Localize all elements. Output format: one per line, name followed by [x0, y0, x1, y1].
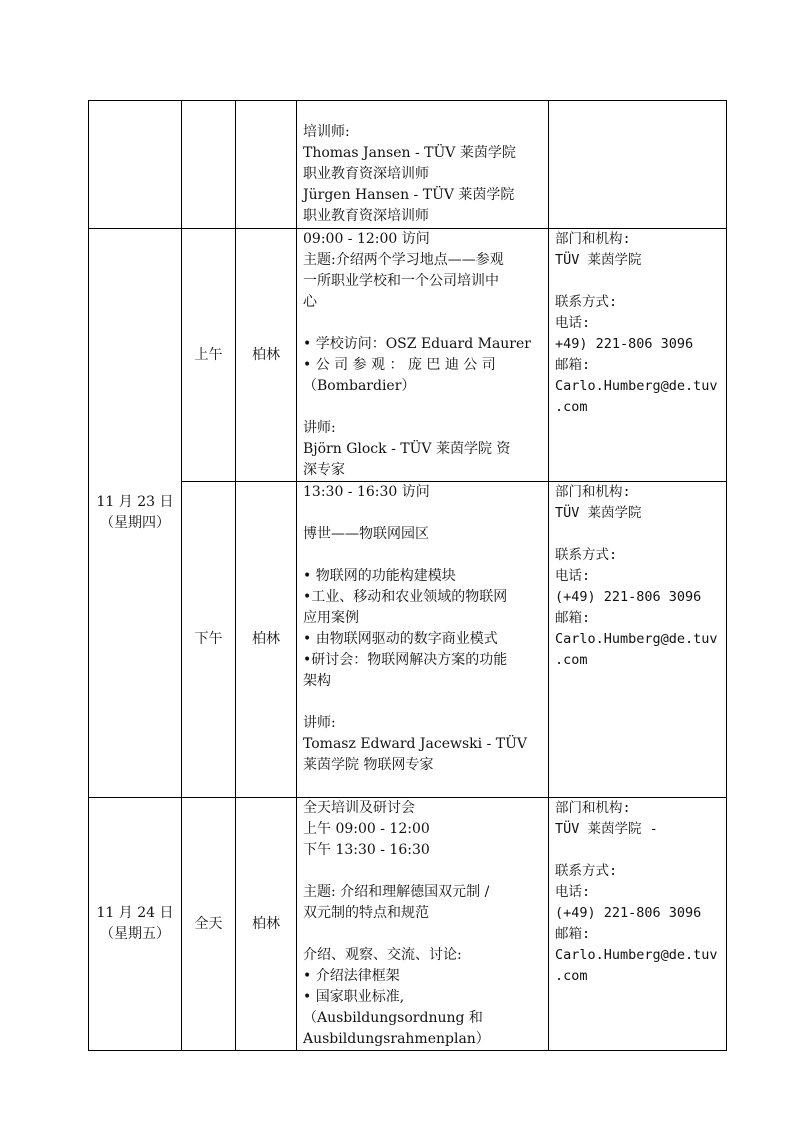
text-line: 邮箱:	[555, 926, 591, 942]
text-line: 13:30 - 16:30 访问	[303, 484, 430, 500]
text-line: 培训师:	[303, 124, 350, 140]
text-line: 主题: 介绍和理解德国双元制 /	[303, 884, 490, 900]
table-row	[89, 798, 727, 1051]
blank-line	[303, 545, 544, 566]
text-line: （Bombardier）	[303, 378, 416, 394]
text-line: • 公 司 参 观 ： 庞 巴 迪 公 司	[303, 357, 496, 373]
period-cell	[182, 229, 236, 482]
location-cell	[236, 229, 297, 482]
text-line: • 物联网的功能构建模块	[303, 568, 456, 584]
text-line: +49) 221-806 3096	[555, 336, 694, 352]
table-row	[89, 101, 727, 229]
text-line: 联系方式:	[555, 547, 618, 563]
date-text: 11 月 24 日	[96, 905, 174, 921]
blank-line	[303, 397, 544, 418]
text-line: 双元制的特点和规范	[303, 905, 429, 921]
text-line: Tomasz Edward Jacewski - TÜV	[303, 736, 528, 752]
blank-line	[555, 524, 722, 545]
period-text: 上午	[194, 346, 223, 363]
period-cell	[182, 482, 236, 798]
location-cell	[236, 482, 297, 798]
text-line: 部门和机构:	[555, 484, 631, 500]
content-cell	[297, 229, 549, 482]
contact-cell	[549, 101, 727, 229]
text-line: TÜV 莱茵学院 -	[555, 821, 658, 837]
text-line: 博世——物联网园区	[303, 526, 429, 542]
text-line: Jürgen Hansen - TÜV 莱茵学院	[303, 187, 515, 203]
blank-line	[555, 271, 722, 292]
text-line: 电话:	[555, 315, 591, 331]
location-text: 柏林	[252, 915, 280, 932]
period-text: 下午	[194, 631, 223, 647]
date-text: 11 月 23 日	[96, 494, 174, 510]
text-line: 09:00 - 12:00 访问	[303, 231, 430, 247]
text-line: 架构	[303, 673, 331, 689]
text-line: 联系方式:	[555, 863, 618, 879]
blank-line	[303, 503, 544, 524]
blank-line	[303, 861, 544, 882]
text-line: Ausbildungsrahmenplan）	[303, 1031, 490, 1047]
text-line: 部门和机构:	[555, 231, 631, 247]
date-cell	[89, 229, 182, 798]
text-line: 主题:介绍两个学习地点——参观	[303, 252, 504, 268]
period-text: 全天	[194, 915, 223, 932]
text-line: TÜV 莱茵学院	[555, 252, 642, 268]
text-line: 上午 09:00 - 12:00	[303, 821, 430, 837]
period-cell	[182, 101, 236, 229]
text-line: • 国家职业标准,	[303, 989, 405, 1005]
location-cell	[236, 798, 297, 1051]
text-line: 介绍、观察、交流、讨论:	[303, 947, 462, 963]
location-text: 柏林	[252, 631, 280, 647]
text-line: • 学校访问：OSZ Eduard Maurer	[303, 336, 531, 352]
contact-cell	[549, 482, 727, 798]
text-line: 部门和机构:	[555, 800, 631, 816]
text-line: （Ausbildungsordnung 和	[303, 1010, 483, 1026]
blank-line	[303, 313, 544, 334]
text-line: 邮箱:	[555, 610, 591, 626]
text-line: Carlo.Humberg@de.tuv	[555, 947, 718, 963]
text-line: .com	[555, 399, 588, 415]
table-row	[89, 482, 727, 798]
date-cell	[89, 101, 182, 229]
text-line: .com	[555, 652, 588, 668]
text-line: 讲师:	[303, 420, 336, 436]
text-line: • 由物联网驱动的数字商业模式	[303, 631, 498, 647]
blank-line	[555, 840, 722, 861]
text-line: 心	[303, 294, 317, 310]
content-cell	[297, 101, 549, 229]
weekday-text: （星期四）	[100, 515, 170, 531]
text-line: 职业教育资深培训师	[303, 208, 429, 224]
text-line: Thomas Jansen - TÜV 莱茵学院	[303, 145, 516, 161]
text-line: • 介绍法律框架	[303, 968, 400, 984]
blank-line	[303, 924, 544, 945]
text-line: Carlo.Humberg@de.tuv	[555, 631, 718, 647]
text-line: •研讨会：物联网解决方案的功能	[303, 652, 508, 668]
content-cell	[297, 482, 549, 798]
text-line: 邮箱:	[555, 357, 591, 373]
text-line: (+49) 221-806 3096	[555, 905, 702, 921]
text-line: 全天培训及研讨会	[303, 800, 415, 816]
text-line: 深专家	[303, 462, 345, 478]
location-cell	[236, 101, 297, 229]
schedule-table	[88, 100, 727, 1051]
text-line: 应用案例	[303, 610, 359, 626]
content-cell	[297, 798, 549, 1051]
text-line: 下午 13:30 - 16:30	[303, 842, 430, 858]
contact-cell	[549, 229, 727, 482]
text-line: 电话:	[555, 568, 591, 584]
period-cell	[182, 798, 236, 1051]
text-line: 电话:	[555, 884, 591, 900]
date-cell	[89, 798, 182, 1051]
text-line: •工业、移动和农业领域的物联网	[303, 589, 508, 605]
weekday-text: （星期五）	[100, 926, 170, 942]
text-line: 讲师:	[303, 715, 336, 731]
text-line: Björn Glock - TÜV 莱茵学院 资	[303, 441, 511, 457]
text-line: 莱茵学院 物联网专家	[303, 757, 434, 773]
text-line: (+49) 221-806 3096	[555, 589, 702, 605]
text-line: 职业教育资深培训师	[303, 166, 429, 182]
text-line: 一所职业学校和一个公司培训中	[303, 273, 499, 289]
blank-line	[303, 692, 544, 713]
text-line: 联系方式:	[555, 294, 618, 310]
table-row	[89, 229, 727, 482]
text-line: Carlo.Humberg@de.tuv	[555, 378, 718, 394]
text-line: .com	[555, 968, 588, 984]
location-text: 柏林	[252, 346, 280, 363]
text-line: TÜV 莱茵学院	[555, 505, 642, 521]
contact-cell	[549, 798, 727, 1051]
